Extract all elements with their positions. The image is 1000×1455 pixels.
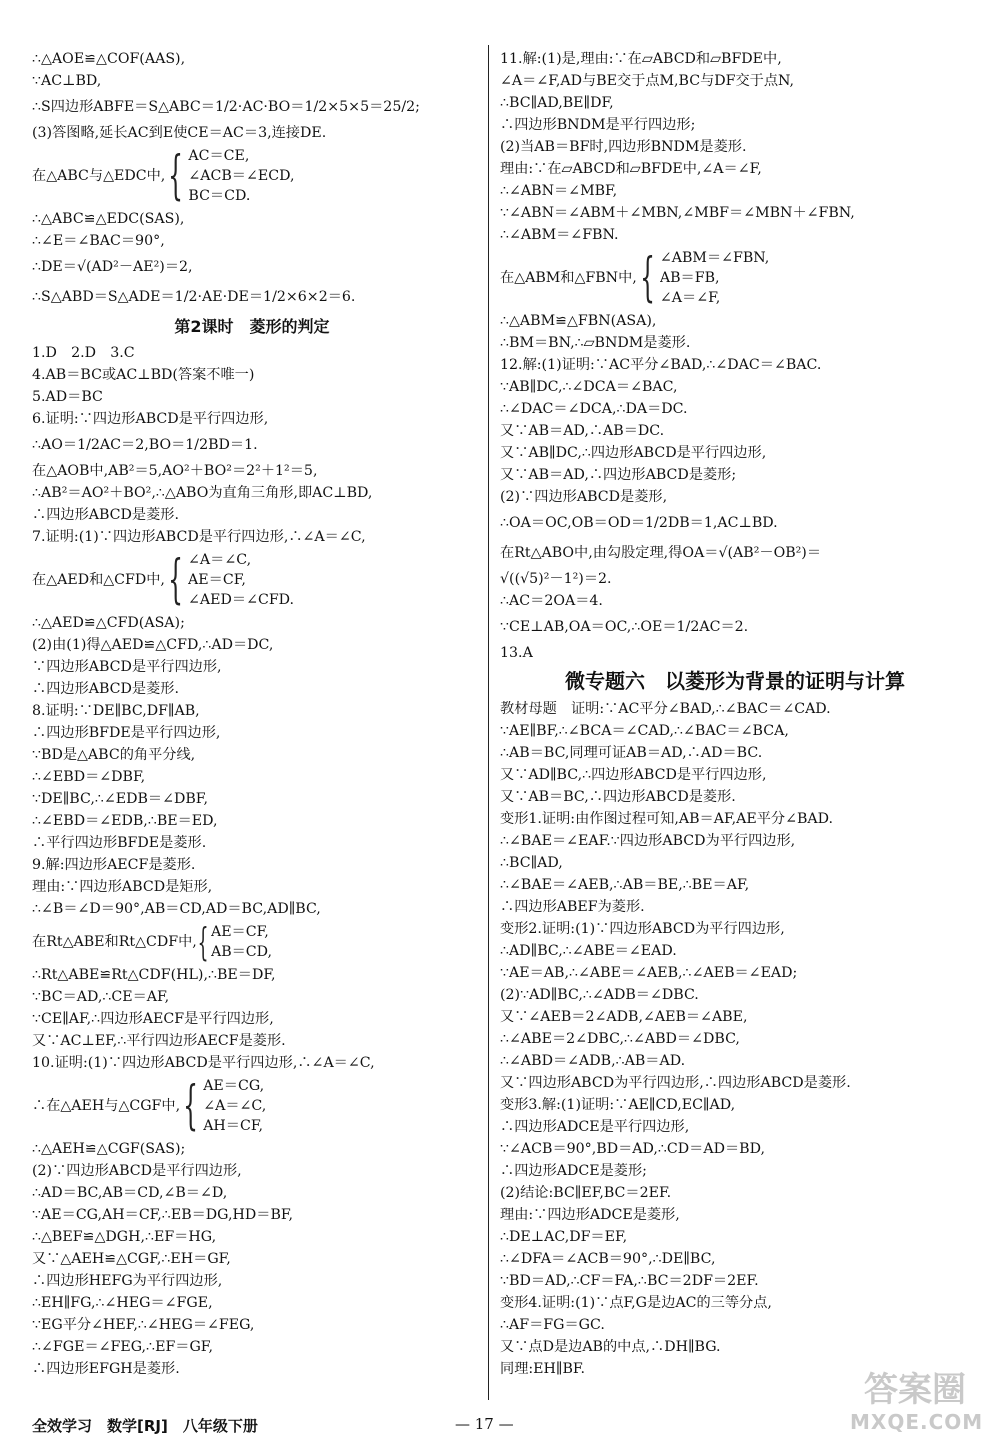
system-row: AH＝CF,: [203, 1118, 263, 1134]
system-rows: [203, 1076, 266, 1136]
equation-system: [32, 1076, 472, 1136]
text-line: 理由:∵在▱ABCD和▱BFDE中,∠A＝∠F,: [500, 161, 762, 177]
text-line: 理由:∵四边形ABCD是矩形,: [32, 879, 213, 895]
text-line: ∴AD＝BC,AB＝CD,∠B＝∠D,: [32, 1185, 228, 1201]
text-line: ∵AB∥DC,∴∠DCA＝∠BAC,: [500, 379, 678, 395]
text-line: ∴四边形ADCE是平行四边形,: [500, 1119, 690, 1135]
right-top-block: [500, 48, 970, 246]
text-line: 4.AB＝BC或AC⊥BD(答案不唯一): [32, 367, 255, 383]
text-line: ∵AE＝CG,AH＝CF,∴EB＝DG,HD＝BF,: [32, 1207, 294, 1223]
text-line: ∴四边形ABCD是菱形.: [32, 507, 179, 523]
text-line: ∵AE∥BF,∴∠BCA＝∠CAD,∴∠BAC＝∠BCA,: [500, 723, 789, 739]
equation-system: [500, 248, 970, 308]
text-line: √((√5)²－1²)＝2.: [500, 571, 612, 587]
text-line: ∴四边形ADCE是菱形;: [500, 1163, 647, 1179]
text-line: 又∵AD∥BC,∴四边形ABCD是平行四边形,: [500, 767, 767, 783]
text-line: ∴BC∥AD,: [500, 855, 563, 871]
text-line: 5.AD＝BC: [32, 389, 103, 405]
text-line: ∵BC＝AD,∴CE＝AF,: [32, 989, 170, 1005]
text-line: ∴AF＝FG＝GC.: [500, 1317, 605, 1333]
system-row: AC＝CE,: [188, 148, 250, 164]
text-line: ∵CE∥AF,∴四边形AECF是平行四边形,: [32, 1011, 274, 1027]
text-line: ∴∠BAE＝∠EAF.∵四边形ABCD为平行四边形,: [500, 833, 796, 849]
text-line: (2)∵四边形ABCD是菱形,: [500, 489, 668, 505]
text-line: ∴△ABC≌△EDC(SAS),: [32, 211, 185, 227]
text-line: ∴∠E＝∠BAC＝90°,: [32, 233, 165, 249]
equation-system: [32, 146, 472, 206]
system-row: ∠A＝∠C,: [188, 552, 252, 568]
text-line: ∴∠EBD＝∠EDB,∴BE＝ED,: [32, 813, 218, 829]
watermark-text: 答案圈: [864, 1370, 966, 1410]
left-top-block: [32, 48, 472, 144]
text-line: ∴四边形ABCD是菱形.: [32, 681, 179, 697]
text-line: ∴△AEH≌△CGF(SAS);: [32, 1141, 186, 1157]
text-line: ∴∠ABD＝∠ADB,∴AB＝AD.: [500, 1053, 686, 1069]
text-line: ∴∠ABN＝∠MBF,: [500, 183, 618, 199]
text-line: 在△AOB中,AB²＝5,AO²＋BO²＝2²＋1²＝5,: [32, 463, 318, 479]
text-line: 变形3.解:(1)证明:∵AE∥CD,EC∥AD,: [500, 1097, 736, 1113]
brace-icon: {: [168, 146, 184, 206]
system-row: AB＝CD,: [210, 944, 273, 960]
text-line: 又∵点D是边AB的中点,∴DH∥BG.: [500, 1339, 721, 1355]
text-line: ∴△AED≌△CFD(ASA);: [32, 615, 185, 631]
text-line: (2)∵AD∥BC,∴∠ADB＝∠DBC.: [500, 987, 699, 1003]
system-row: ∠A＝∠F,: [659, 290, 721, 306]
text-line: (2)由(1)得△AED≌△CFD,∴AD＝DC,: [32, 637, 274, 653]
system-row: AE＝CG,: [203, 1078, 265, 1094]
text-line: 10.证明:(1)∵四边形ABCD是平行四边形,∴∠A＝∠C,: [32, 1055, 375, 1071]
system-prefix: 在△ABM和△FBN中,: [500, 270, 637, 286]
brace-icon: {: [197, 920, 209, 964]
watermark-logo: [850, 1370, 984, 1440]
text-line: 又∵AC⊥EF,∴平行四边形AECF是菱形.: [32, 1033, 286, 1049]
text-line: ∵AC⊥BD,: [32, 73, 102, 89]
text-line: 12.解:(1)证明:∵AC平分∠BAD,∴∠DAC＝∠BAC.: [500, 357, 822, 373]
right-column: [500, 48, 970, 1380]
text-line: ∴四边形EFGH是菱形.: [32, 1361, 180, 1377]
system-rows: [188, 550, 294, 610]
text-line: ∵EG平分∠HEF,∴∠HEG＝∠FEG,: [32, 1317, 255, 1333]
text-line: ∵BD是△ABC的角平分线,: [32, 747, 196, 763]
text-line: ∴S△ABD＝S△ADE＝1/2·AE·DE＝1/2×6×2＝6.: [32, 289, 356, 305]
text-line: ∵AE＝AB,∴∠ABE＝∠AEB,∴∠AEB＝∠EAD;: [500, 965, 798, 981]
system-rows: [660, 248, 769, 308]
text-line: ∴BM＝BN,∴▱BNDM是菱形.: [500, 335, 691, 351]
system-row: ∠A＝∠C,: [203, 1098, 267, 1114]
text-line: 变形2.证明:(1)∵四边形ABCD为平行四边形,: [500, 921, 785, 937]
text-line: ∴∠DAC＝∠DCA,∴DA＝DC.: [500, 401, 688, 417]
system-prefix: 在△ABC与△EDC中,: [32, 168, 166, 184]
system-row: ∠ACB＝∠ECD,: [188, 168, 295, 184]
book-footer: 全效学习 数学[RJ] 八年级下册: [32, 1417, 258, 1435]
brace-icon: {: [183, 1076, 199, 1136]
system-rows: [188, 146, 294, 206]
text-line: ∴AB²＝AO²＋BO²,∴△ABO为直角三角形,即AC⊥BD,: [32, 485, 373, 501]
text-line: ∴AO＝1/2AC＝2,BO＝1/2BD＝1.: [32, 437, 258, 453]
text-line: 又∵四边形ABCD为平行四边形,∴四边形ABCD是菱形.: [500, 1075, 851, 1091]
text-line: (2)结论:BC∥EF,BC＝2EF.: [500, 1185, 672, 1201]
text-line: ∵∠ABN＝∠ABM＋∠MBN,∠MBF＝∠MBN＋∠FBN,: [500, 205, 855, 221]
text-line: ∴∠EBD＝∠DBF,: [32, 769, 146, 785]
left-mid1-block: [32, 208, 472, 312]
watermark-url: MXQE.COM: [850, 1410, 984, 1434]
text-line: ∴OA＝OC,OB＝OD＝1/2DB＝1,AC⊥BD.: [500, 515, 778, 531]
right-mid1-block: [500, 310, 970, 664]
column-divider: [488, 45, 489, 1400]
text-line: 又∵∠AEB＝2∠ADB,∠AEB＝∠ABE,: [500, 1009, 748, 1025]
text-line: ∠A＝∠F,AD与BE交于点M,BC与DF交于点N,: [500, 73, 795, 89]
text-line: ∴EH∥FG,∴∠HEG＝∠FGE,: [32, 1295, 213, 1311]
text-line: ∴AC＝2OA＝4.: [500, 593, 603, 609]
text-line: 1.D 2.D 3.C: [32, 345, 135, 361]
text-line: 11.解:(1)是,理由:∵在▱ABCD和▱BFDE中,: [500, 51, 782, 67]
text-line: ∴Rt△ABE≌Rt△CDF(HL),∴BE＝DF,: [32, 967, 276, 983]
text-line: ∴DE⊥AC,DF＝EF,: [500, 1229, 628, 1245]
text-line: ∵∠ACB＝90°,BD＝AD,∴CD＝AD＝BD,: [500, 1141, 765, 1157]
equation-system: [32, 922, 472, 962]
text-line: ∴BC∥AD,BE∥DF,: [500, 95, 614, 111]
text-line: ∵DE∥BC,∴∠EDB＝∠DBF,: [32, 791, 208, 807]
text-line: ∵四边形ABCD是平行四边形,: [32, 659, 222, 675]
text-line: 在Rt△ABO中,由勾股定理,得OA＝√(AB²－OB²)＝: [500, 545, 822, 561]
left-column: [32, 48, 472, 1380]
text-line: 又∵AB＝AD,∴AB＝DC.: [500, 423, 665, 439]
text-line: ∵CE⊥AB,OA＝OC,∴OE＝1/2AC＝2.: [500, 619, 749, 635]
equation-system: [32, 550, 472, 610]
text-line: 教材母题 证明:∵AC平分∠BAD,∴∠BAC＝∠CAD.: [500, 701, 831, 717]
brace-icon: {: [168, 550, 183, 610]
left-mid2-block: [32, 342, 472, 548]
system-row: AB＝FB,: [659, 270, 720, 286]
text-line: ∴∠ABM＝∠FBN.: [500, 227, 619, 243]
text-line: ∴四边形ABEF为菱形.: [500, 899, 645, 915]
text-line: 13.A: [500, 645, 533, 661]
text-line: ∴∠ABE＝2∠DBC,∴∠ABD＝∠DBC,: [500, 1031, 740, 1047]
text-line: 又∵AB＝BC,∴四边形ABCD是菱形.: [500, 789, 736, 805]
text-line: ∴△ABM≌△FBN(ASA),: [500, 313, 657, 329]
text-line: (2)当AB＝BF时,四边形BNDM是菱形.: [500, 139, 747, 155]
text-line: 又∵△AEH≌△CGF,∴EH＝GF,: [32, 1251, 231, 1267]
text-line: 又∵AB＝AD,∴四边形ABCD是菱形;: [500, 467, 737, 483]
text-line: ∴∠FGE＝∠FEG,∴EF＝GF,: [32, 1339, 213, 1355]
text-line: ∴平行四边形BFDE是菱形.: [32, 835, 207, 851]
text-line: ∵BD＝AD,∴CF＝FA,∴BC＝2DF＝2EF.: [500, 1273, 759, 1289]
system-prefix: 在Rt△ABE和Rt△CDF中,: [32, 934, 197, 950]
text-line: (2)∵四边形ABCD是平行四边形,: [32, 1163, 242, 1179]
system-row: BC＝CD.: [188, 188, 251, 204]
text-line: ∴∠B＝∠D＝90°,AB＝CD,AD＝BC,AD∥BC,: [32, 901, 321, 917]
page-number: — 17 —: [455, 1415, 514, 1433]
text-line: 7.证明:(1)∵四边形ABCD是平行四边形,∴∠A＝∠C,: [32, 529, 366, 545]
text-line: 变形1.证明:由作图过程可知,AB＝AF,AE平分∠BAD.: [500, 811, 834, 827]
text-line: 同理:EH∥BF.: [500, 1361, 586, 1377]
text-line: 8.证明:∵DE∥BC,DF∥AB,: [32, 703, 200, 719]
text-line: ∴△AOE≌△COF(AAS),: [32, 51, 186, 67]
system-prefix: 在△AED和△CFD中,: [32, 572, 165, 588]
text-line: ∴四边形BNDM是平行四边形;: [500, 117, 696, 133]
system-rows: [211, 922, 272, 962]
text-line: ∴四边形BFDE是平行四边形,: [32, 725, 221, 741]
text-line: ∴∠BAE＝∠AEB,∴AB＝BE,∴BE＝AF,: [500, 877, 750, 893]
system-row: AE＝CF,: [188, 572, 246, 588]
text-line: ∴S四边形ABFE＝S△ABC＝1/2·AC·BO＝1/2×5×5＝25/2;: [32, 99, 420, 115]
left-mid3-block: [32, 612, 472, 920]
right-bottom-block: [500, 698, 970, 1380]
text-line: (3)答图略,延长AC到E使CE＝AC＝3,连接DE.: [32, 125, 327, 141]
text-line: ∴∠DFA＝∠ACB＝90°,∴DE∥BC,: [500, 1251, 716, 1267]
text-line: 变形4.证明:(1)∵点F,G是边AC的三等分点,: [500, 1295, 772, 1311]
left-bottom-block: [32, 1138, 472, 1380]
section-heading: 微专题六 以菱形为背景的证明与计算: [565, 669, 905, 693]
text-line: ∴△BEF≌△DGH,∴EF＝HG,: [32, 1229, 217, 1245]
brace-icon: {: [639, 248, 655, 308]
system-row: AE＝CF,: [210, 924, 269, 940]
left-mid4-block: [32, 964, 472, 1074]
text-line: ∴AD∥BC,∴∠ABE＝∠EAD.: [500, 943, 677, 959]
text-line: 9.解:四边形AECF是菱形.: [32, 857, 196, 873]
system-row: ∠ABM＝∠FBN,: [659, 250, 770, 266]
text-line: ∴四边形HEFG为平行四边形,: [32, 1273, 223, 1289]
text-line: 又∵AB∥DC,∴四边形ABCD是平行四边形,: [500, 445, 767, 461]
text-line: 6.证明:∵四边形ABCD是平行四边形,: [32, 411, 269, 427]
section-heading: 第2课时 菱形的判定: [174, 317, 330, 336]
text-line: ∴DE＝√(AD²－AE²)＝2,: [32, 259, 193, 275]
text-line: 理由:∵四边形ADCE是菱形,: [500, 1207, 680, 1223]
text-line: ∴AB＝BC,同理可证AB＝AD,∴AD＝BC.: [500, 745, 763, 761]
system-prefix: ∴在△AEH与△CGF中,: [32, 1098, 181, 1114]
system-row: ∠AED＝∠CFD.: [188, 592, 295, 608]
